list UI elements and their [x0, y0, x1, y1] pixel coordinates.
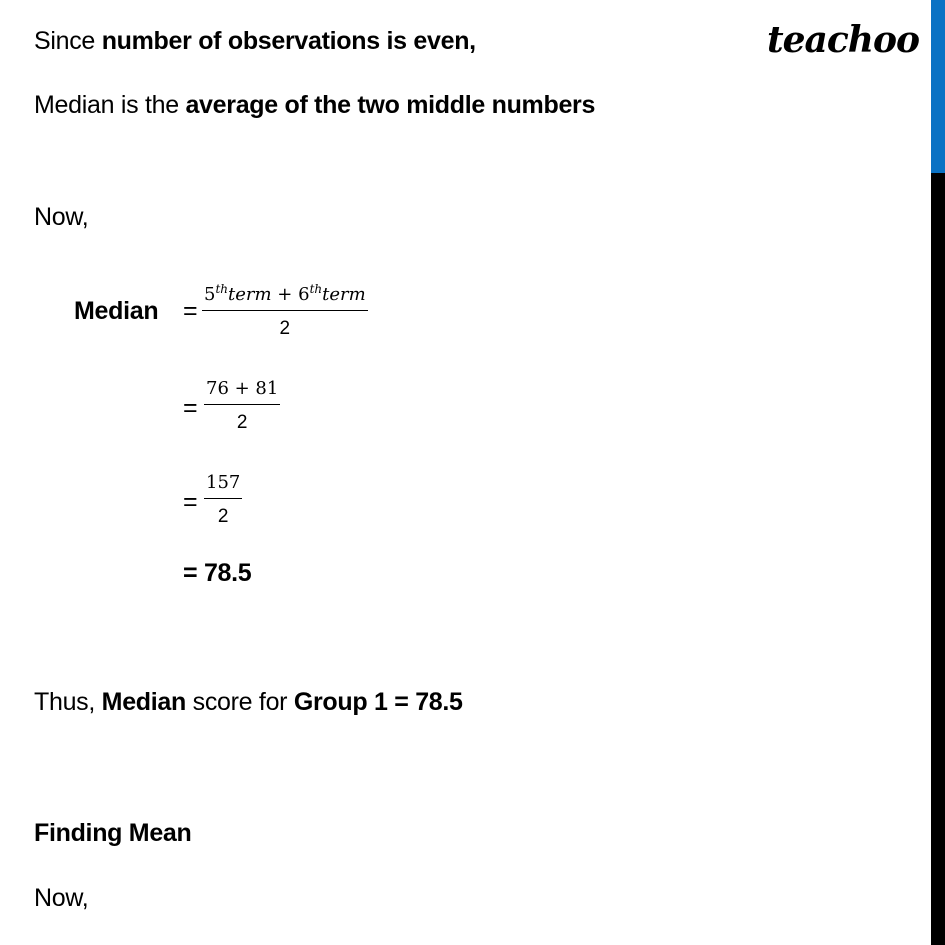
equals-1: =	[183, 297, 198, 325]
fraction-sum: $\frac{76 + 81}{2}$	[206, 378, 279, 433]
heading-finding-mean: Finding Mean	[34, 819, 192, 847]
equals-3: =	[183, 488, 198, 516]
median-label: Median	[74, 297, 159, 325]
line-now-2: Now,	[34, 884, 89, 912]
fraction-terms: 5thterm + 6thterm 2	[204, 282, 366, 339]
line-thus: Thus, Median score for Group 1 = 78.5	[34, 688, 463, 716]
fraction-total: $\frac{157}{2}$	[206, 472, 241, 527]
median-result: = 78.5	[183, 559, 252, 587]
line-now-1: Now,	[34, 203, 89, 231]
accent-bar	[931, 0, 945, 173]
equals-2: =	[183, 394, 198, 422]
line-since: Since number of observations is even,	[34, 27, 476, 55]
teachoo-logo: teachoo	[767, 19, 919, 61]
line-median-definition: Median is the average of the two middle numbers	[34, 91, 596, 119]
dark-bar	[931, 173, 945, 945]
